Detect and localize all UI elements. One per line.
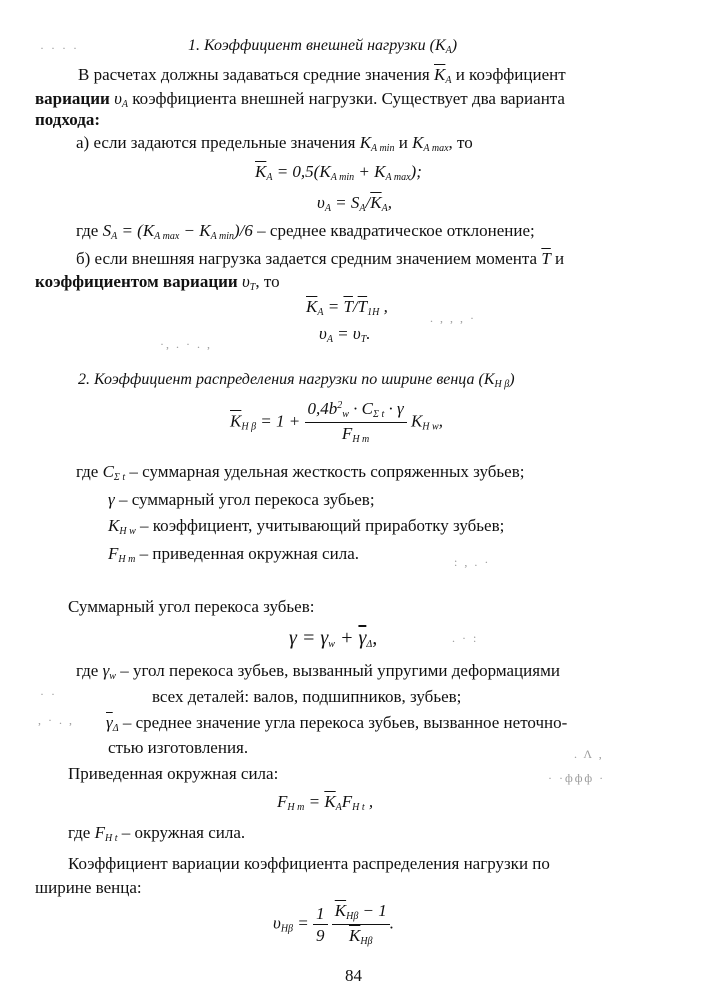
section2-heading: 2. Коэффициент распределения нагрузки по ширине венца (KH β) [78, 371, 515, 390]
formula-v-a: $\upsilon A = SA/\overline{K}A$, [317, 193, 392, 214]
total-angle-title: Суммарный угол перекоса зубьев: [68, 597, 315, 616]
formula-ka-torque: $\overline{K}A = \overline{T}/\overline{T}1H$ , [306, 297, 388, 318]
formula-ka-mean: $\overline{K}A = 0,5(KA$ min + KA max); [255, 162, 422, 183]
formula-v-hb: υHβ = $\frac{1}{9}$ $\frac{\overline{K}H\beta - 1}{\overline{K}H\beta}$ . [273, 901, 395, 947]
ft-definition: где FH t – окружная сила. [68, 823, 246, 844]
case-a-text: а) если задаются предельные значения KA min и KA max, то [76, 133, 473, 154]
formula-va-vt: υA = υT. [319, 324, 371, 345]
scan-noise: . · : [452, 631, 479, 645]
definition-row: где CΣ t – суммарная удельная жесткость сопряженных зубьев; [76, 462, 525, 483]
scan-noise: : , . · [454, 555, 491, 569]
scan-noise: · ·ффф · [548, 771, 606, 785]
section1-intro-line3: подхода: [35, 110, 101, 129]
formula-khb: $\overline{K}H$ β = 1 + $\frac{0,4b^2w \cdot C\Sigma t \cdot \gamma}{\text{FH m}}$ KH w, [230, 399, 443, 445]
gamma-w-definition-cont: всех деталей: валов, подшипников, зубьев; [152, 687, 462, 706]
formula-gamma: $\gamma = \gamma w + \overline{\gamma}\Delta$, [289, 627, 378, 650]
reduced-force-title: Приведенная окружная сила: [68, 764, 279, 783]
formula-fhm: FH $m = \overline{K}AFH$ t , [277, 792, 374, 813]
gamma-delta-definition-cont: стью изготовления. [108, 738, 249, 757]
variation-text-line1: Коэффициент вариации коэффициента распределения нагрузки по [68, 854, 550, 873]
scan-noise: . Λ , [574, 747, 604, 761]
section1-heading: 1. Коэффициент внешней нагрузки (KA) [188, 37, 458, 56]
variation-text-line2: ширине венца: [35, 878, 142, 897]
definition-row: FH m – приведенная окружная сила. [108, 544, 359, 565]
scan-noise: · · [40, 687, 57, 701]
scan-noise: ·, . · . , [160, 337, 212, 351]
gamma-delta-definition: $\overline{\gamma}\Delta$ – среднее значение угла перекоса зубьев, вызванное неточно- [106, 713, 568, 734]
scan-noise: , · . , [38, 713, 74, 727]
definition-row: KH w – коэффициент, учитывающий приработку зубьев; [108, 516, 505, 537]
where-s-definition: где SA = (KA max − KA min)/6 – среднее квадратическое отклонение; [76, 221, 535, 242]
definition-row: γ – суммарный угол перекоса зубьев; [108, 490, 375, 509]
scan-noise: . , , , · [430, 311, 476, 325]
scan-noise: · · · · [40, 41, 79, 55]
page-number: 84 [345, 966, 362, 985]
gamma-w-definition: где γw – угол перекоса зубьев, вызванный упругими деформациями [76, 661, 560, 682]
case-b-text: б) если внешняя нагрузка задается средним значением момента $\overline{T}$ и [76, 249, 565, 268]
case-b-line2: коэффициентом вариации υT, то [35, 272, 280, 293]
section1-intro-line2: вариации υA коэффициента внешней нагрузки. Существует два варианта [35, 89, 565, 110]
section1-intro-line1: В расчетах должны задаваться средние значения $\overline{K}A$ и коэффициент [78, 65, 566, 86]
